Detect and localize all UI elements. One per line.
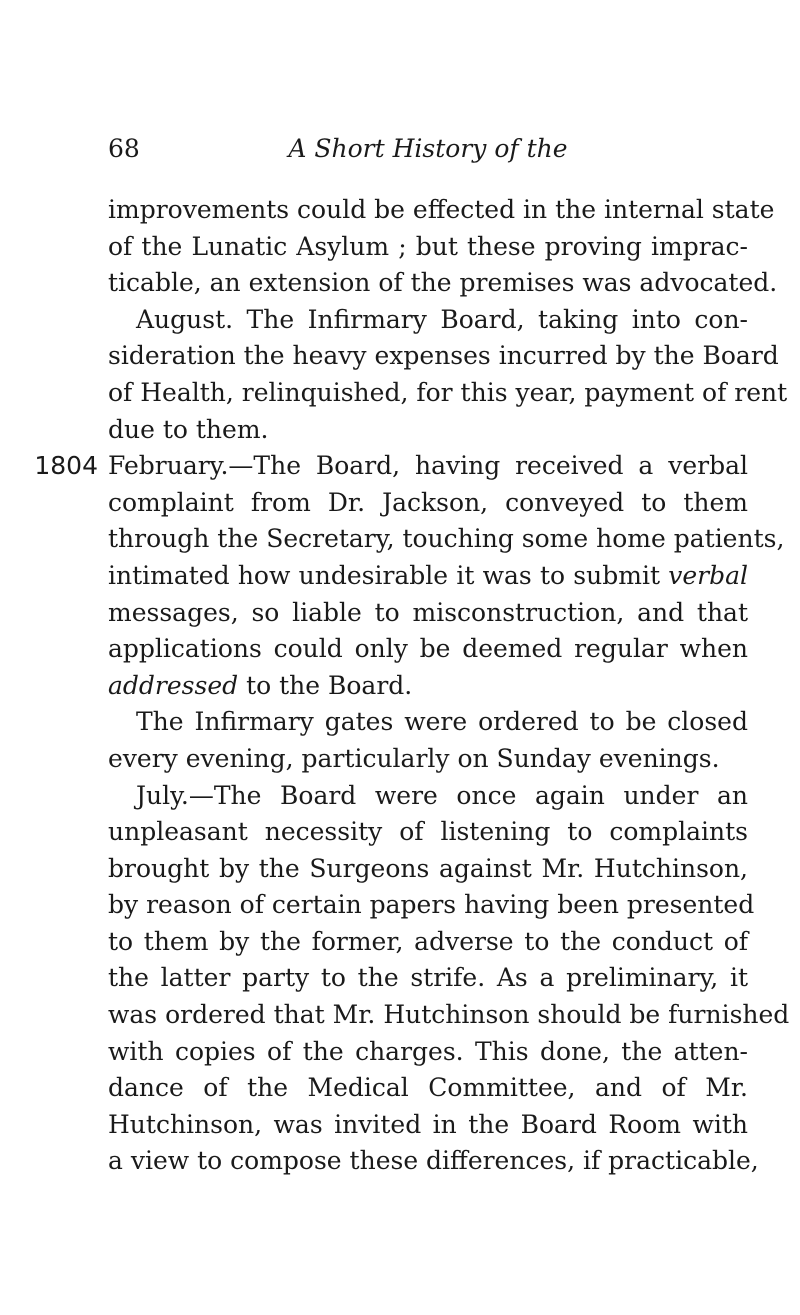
text-line-1: improvements could be effected in the internal state xyxy=(108,195,775,224)
text-line-16: every evening, particularly on Sunday evenings. xyxy=(108,743,720,773)
text-line-11: intimated how undesirable it was to submit verbal xyxy=(108,560,748,590)
text-line-18: unpleasant necessity of listening to complaints xyxy=(108,817,748,847)
italic-emphasis: addressed xyxy=(108,670,239,700)
margin-year-note: 1804 xyxy=(34,451,98,481)
text-line-21: to them by the former, adverse to the conduct of xyxy=(108,926,748,956)
text-line-26: Hutchinson, was invited in the Board Room with xyxy=(108,1109,748,1139)
page-header xyxy=(108,134,748,174)
text-line-15: The Infirmary gates were ordered to be closed xyxy=(136,707,748,737)
page-number: 68 xyxy=(108,134,140,163)
text-line-20: by reason of certain papers having been presented xyxy=(108,890,755,920)
running-title: A Short History of the xyxy=(288,134,568,163)
text-line-9: complaint from Dr. Jackson, conveyed to them xyxy=(108,487,748,517)
italic-emphasis: verbal xyxy=(668,560,748,590)
text-line-14: addressed to the Board. xyxy=(108,670,413,700)
text-line-12: messages, so liable to misconstruction, and that xyxy=(108,597,748,627)
text-line-13: applications could only be deemed regular when xyxy=(108,634,748,664)
text-line-4: August. The Infirmary Board, taking into con- xyxy=(136,304,748,334)
text-line-24: with copies of the charges. This done, the atten- xyxy=(108,1036,748,1066)
text-line-17: July.—The Board were once again under an xyxy=(136,780,748,810)
text-line-19: brought by the Surgeons against Mr. Hutchinson, xyxy=(108,853,748,883)
text-line-5: sideration the heavy expenses incurred by the Board xyxy=(108,341,779,371)
text-line-10: through the Secretary, touching some home patients, xyxy=(108,524,785,554)
body-text xyxy=(34,192,790,1180)
text-line-6: of Health, relinquished, for this year, payment of rent xyxy=(108,377,788,407)
text-line-8: February.—The Board, having received a verbal xyxy=(108,451,748,481)
text-line-7: due to them. xyxy=(108,414,269,444)
text-line-27: a view to compose these differences, if practicable, xyxy=(108,1146,759,1176)
text-line-25: dance of the Medical Committee, and of Mr. xyxy=(108,1073,748,1103)
text-line-2: of the Lunatic Asylum ; but these proving imprac- xyxy=(108,231,748,261)
text-line-3: ticable, an extension of the premises was advocated. xyxy=(108,268,778,298)
text-line-23: was ordered that Mr. Hutchinson should be furnished xyxy=(108,1000,790,1030)
text-line-22: the latter party to the strife. As a preliminary, it xyxy=(108,963,748,993)
